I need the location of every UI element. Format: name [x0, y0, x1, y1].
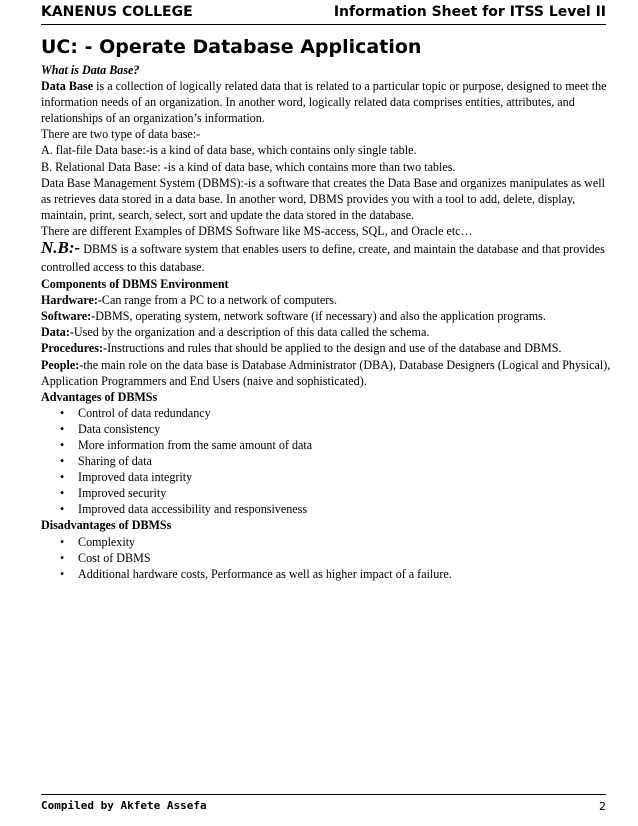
component-term: Hardware:-: [41, 293, 102, 308]
component-term: Data:-: [41, 325, 74, 340]
disadvantages-heading: [41, 517, 611, 533]
disadvantage-item: • Additional hardware costs, Performance as well as higher impact of a failure.: [41, 566, 611, 582]
component-item: [41, 292, 611, 308]
page-number: 2: [599, 800, 606, 813]
intro-text: is a collection of logically related data that is related to a particular topic or purpose, designed to meet the information needs of an organization. In another word, logically related data comprises entities, attributes, and relationships of an organization’s information.: [41, 79, 607, 126]
intro-paragraph: [41, 78, 611, 126]
advantages-list: [41, 405, 611, 518]
components-heading-text: Components of DBMS Environment: [41, 277, 229, 292]
college-name: KANENUS COLLEGE: [41, 4, 193, 20]
advantage-item: • Improved security: [41, 485, 611, 501]
types-intro: There are two type of data base:-: [41, 127, 201, 142]
disadvantages-list: [41, 534, 611, 582]
disadvantage-item: • Complexity: [41, 534, 611, 550]
sheet-title: Information Sheet for ITSS Level II: [333, 4, 606, 20]
advantage-item: • Improved data integrity: [41, 469, 611, 485]
footer-author: Compiled by Akfete Assefa: [41, 799, 207, 812]
page-title: UC: - Operate Database Application: [41, 36, 422, 58]
section-subtitle: What is Data Base?: [41, 63, 140, 77]
dbms-definition: Data Base Management System (DBMS):-is a software that creates the Data Base and organizes manipulates as well as retrieves data stored in a data base. In another word, DBMS provides you with a tool to add, delete, display, maintain, print, search, select, sort and update the data stored in the database.: [41, 175, 605, 222]
disadvantages-heading-text: Disadvantages of DBMSs: [41, 518, 172, 533]
page-header: [41, 2, 606, 25]
component-item: [41, 340, 611, 356]
advantages-heading-text: Advantages of DBMSs: [41, 389, 158, 404]
component-text: Can range from a PC to a network of computers.: [101, 293, 338, 308]
dbms-examples: There are different Examples of DBMS Software like MS-access, SQL, and Oracle etc…: [41, 223, 473, 238]
type-b: B. Relational Data Base: -is a kind of data base, which contains more than two tables.: [41, 159, 456, 174]
advantages-heading: [41, 389, 611, 405]
component-text: the main role on the data base is Database Administrator (DBA), Database Designers (Logical and Physical), Application Programmers and End Users (naive and sophisticated).: [41, 357, 611, 388]
component-item: [41, 357, 611, 389]
component-text: Instructions and rules that should be applied to the design and use of the database and DBMS.: [107, 341, 562, 356]
component-term: Software:-: [41, 309, 96, 324]
page-footer: [41, 794, 606, 819]
disadvantage-item: • Cost of DBMS: [41, 550, 611, 566]
nb-paragraph: [41, 239, 611, 276]
advantage-item: • Sharing of data: [41, 453, 611, 469]
type-a: A. flat-file Data base:-is a kind of data base, which contains only single table.: [41, 143, 417, 158]
components-heading: [41, 276, 611, 292]
component-term: Procedures:-: [41, 341, 108, 356]
advantage-item: • Data consistency: [41, 421, 611, 437]
component-term: People:-: [41, 357, 84, 372]
component-text: DBMS, operating system, network software (if necessary) and also the application programs.: [95, 309, 546, 324]
nb-label: N.B:-: [41, 238, 81, 258]
advantage-item: • More information from the same amount of data: [41, 437, 611, 453]
advantage-item: • Improved data accessibility and responsiveness: [41, 501, 611, 517]
component-text: Used by the organization and a description of this data called the schema.: [73, 325, 430, 340]
components-list: [41, 292, 611, 389]
main-content: [41, 62, 611, 582]
component-item: [41, 308, 611, 324]
intro-term: Data Base: [41, 79, 94, 94]
advantage-item: • Control of data redundancy: [41, 405, 611, 421]
component-item: [41, 324, 611, 340]
nb-text: DBMS is a software system that enables users to define, create, and maintain the database and that provides controlled access to this database.: [41, 242, 605, 275]
